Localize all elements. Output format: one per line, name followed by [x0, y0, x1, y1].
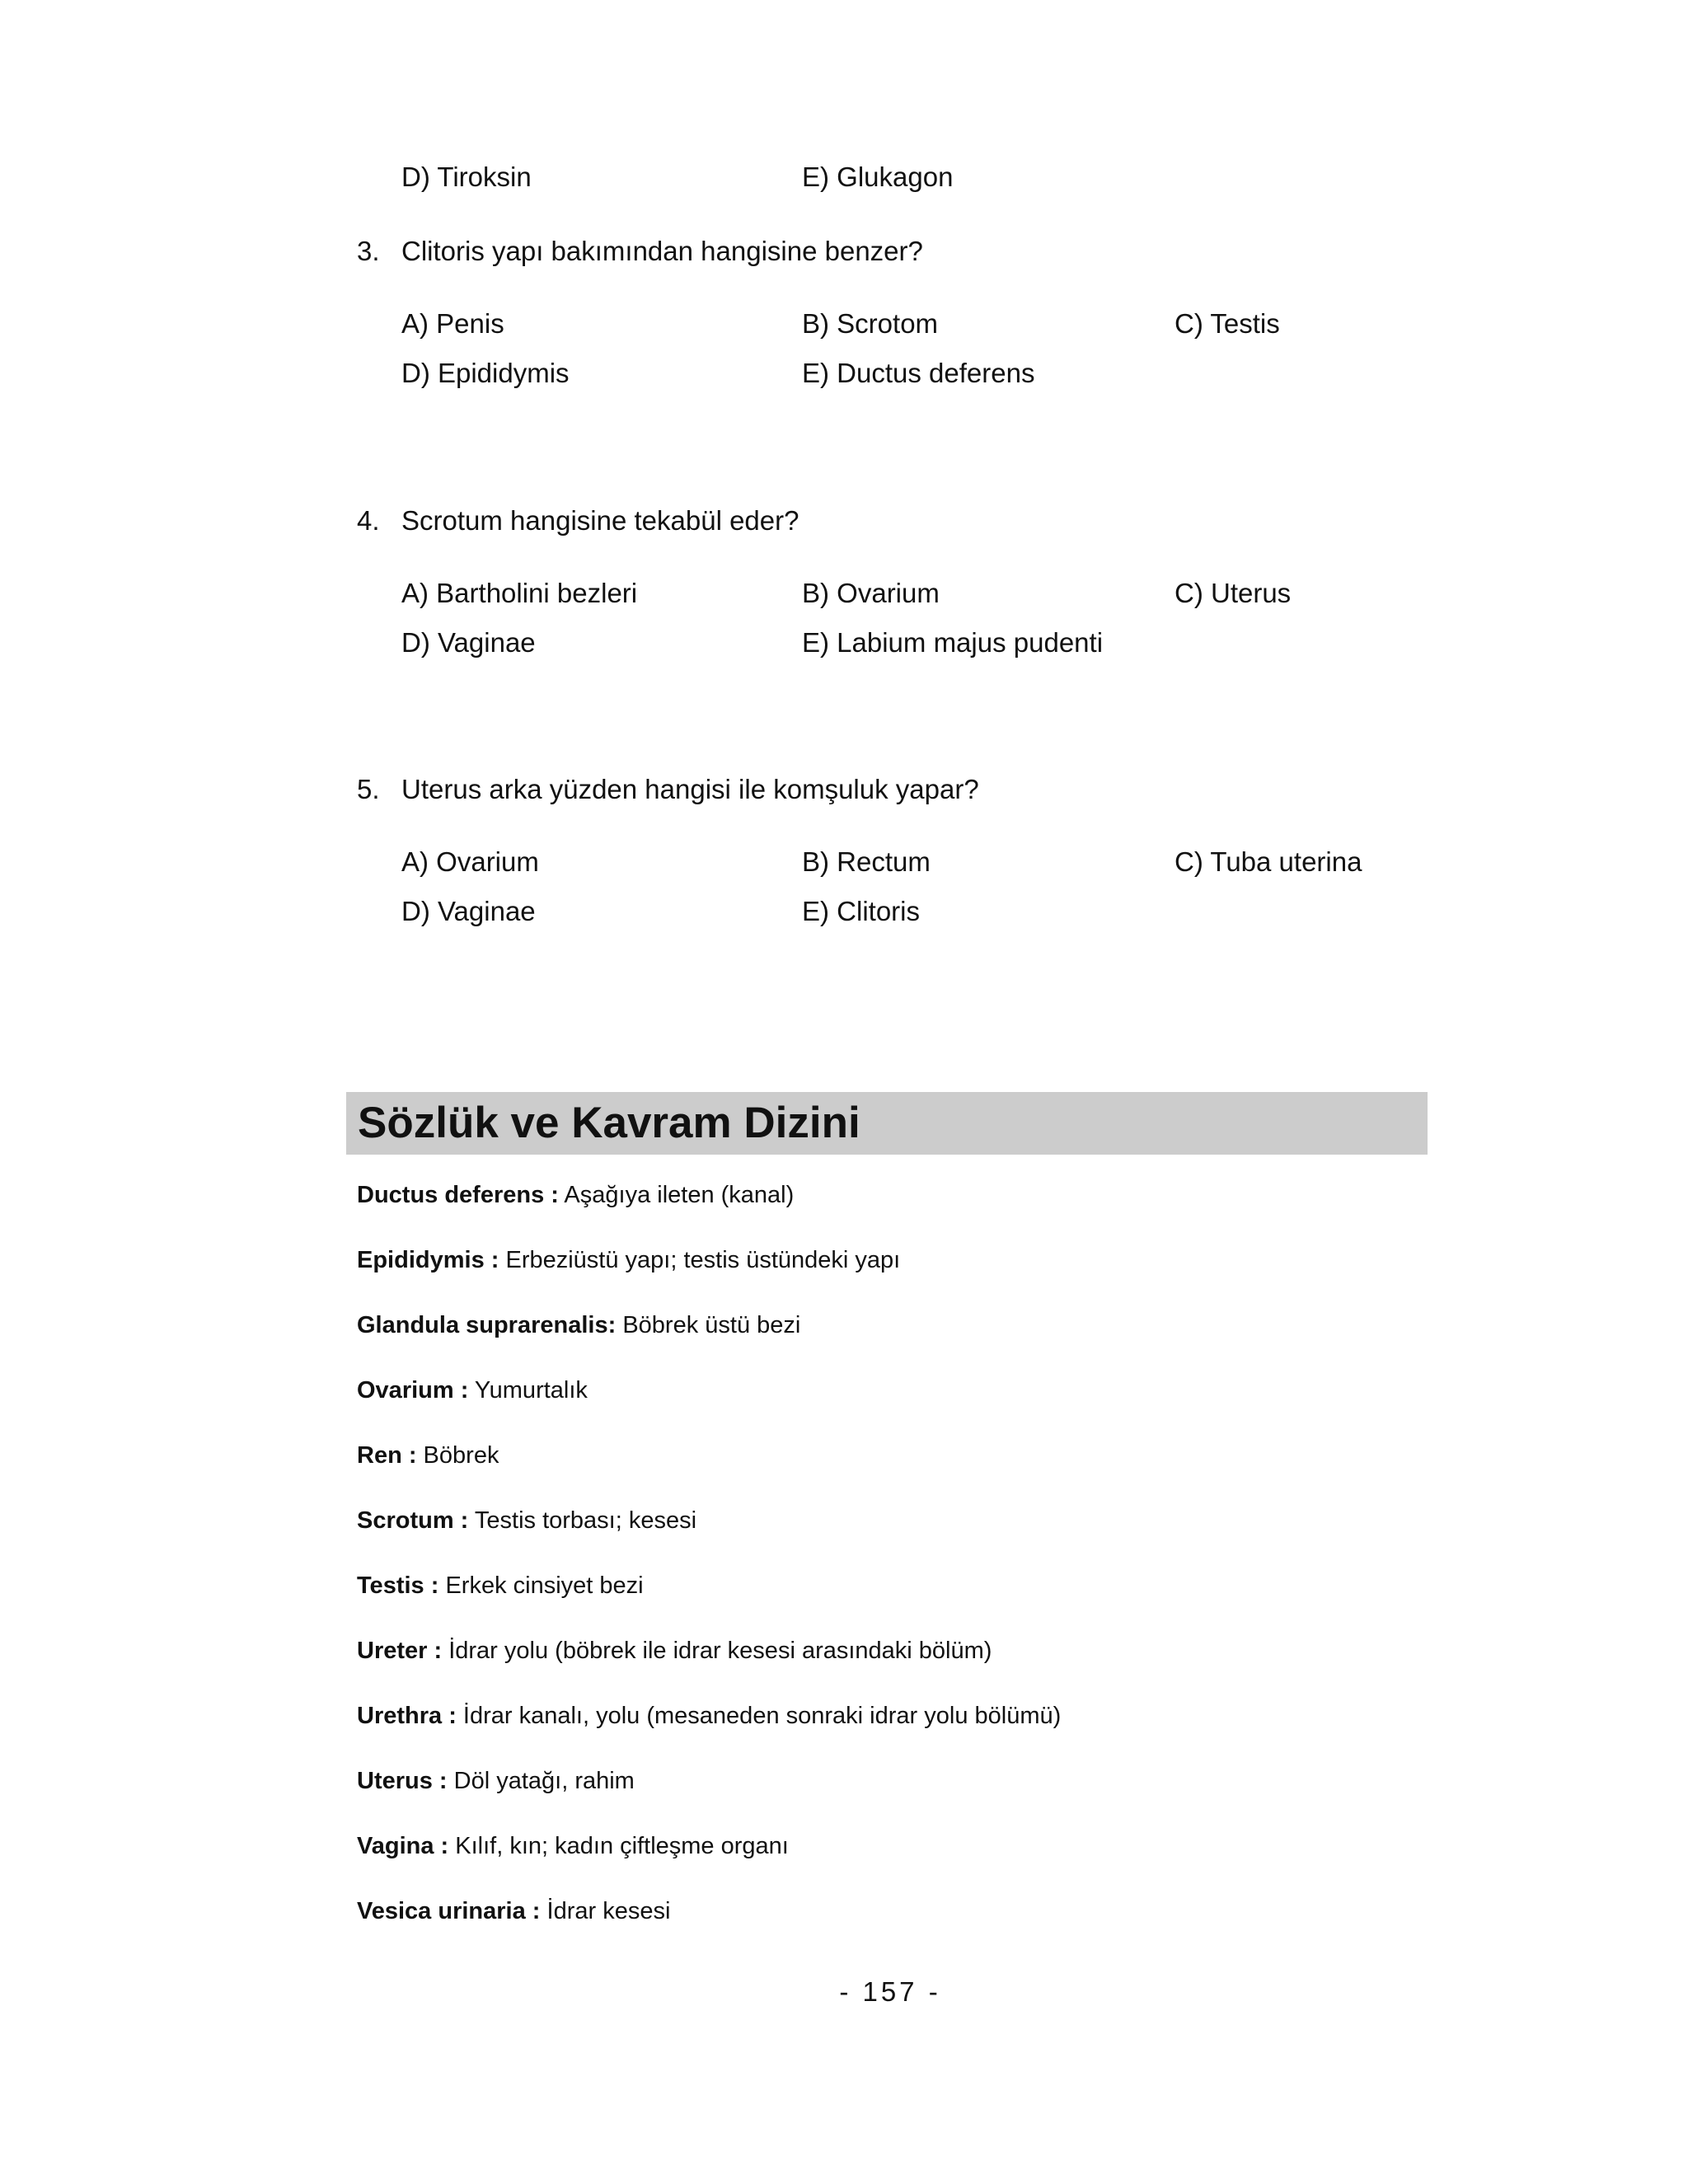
q4-option-c: C) Uterus — [1175, 578, 1292, 608]
glossary-entry — [357, 1568, 644, 1604]
glossary-term: Vagina : — [357, 1833, 449, 1859]
glossary-entry — [357, 1372, 588, 1408]
glossary-entry — [357, 1502, 696, 1539]
glossary-heading-bar — [346, 1092, 1428, 1155]
question-text: Clitoris yapı bakımından hangisine benzer? — [401, 236, 923, 266]
question-5 — [357, 769, 979, 810]
glossary-definition: Aşağıya ileten (kanal) — [558, 1182, 795, 1208]
glossary-entry — [357, 1633, 992, 1669]
glossary-definition: Kılıf, kın; kadın çiftleşme organı — [448, 1833, 789, 1859]
q3-option-a: A) Penis — [401, 308, 504, 339]
q2-option-e: E) Glukagon — [802, 162, 954, 192]
glossary-term: Ureter : — [357, 1638, 443, 1664]
q5-option-b: B) Rectum — [802, 846, 931, 877]
glossary-term: Ren : — [357, 1442, 417, 1469]
question-number: 3. — [357, 236, 380, 266]
glossary-term: Urethra : — [357, 1703, 457, 1729]
glossary-term: Ductus deferens : — [357, 1182, 559, 1208]
q3-option-c: C) Testis — [1175, 308, 1280, 339]
glossary-entry — [357, 1828, 789, 1864]
question-number: 4. — [357, 505, 380, 536]
question-number: 5. — [357, 774, 380, 804]
glossary-term: Scrotum : — [357, 1507, 469, 1534]
q3-option-b: B) Scrotom — [802, 308, 939, 339]
q3-option-d: D) Epididymis — [401, 358, 570, 388]
glossary-title: Sözlük ve Kavram Dizini — [358, 1099, 860, 1147]
q3-option-e: E) Ductus deferens — [802, 358, 1035, 388]
glossary-definition: Böbrek — [416, 1442, 499, 1469]
glossary-definition: Böbrek üstü bezi — [616, 1312, 801, 1338]
glossary-entry — [357, 1763, 635, 1799]
glossary-definition: Döl yatağı, rahim — [447, 1768, 635, 1794]
page-number: - 157 - — [839, 1976, 941, 2007]
q5-option-a: A) Ovarium — [401, 846, 539, 877]
glossary-entry — [357, 1437, 499, 1474]
glossary-term: Glandula suprarenalis: — [357, 1312, 617, 1338]
q4-option-b: B) Ovarium — [802, 578, 940, 608]
glossary-definition: Yumurtalık — [468, 1377, 588, 1404]
q5-option-c: C) Tuba uterina — [1175, 846, 1362, 877]
q2-option-d: D) Tiroksin — [401, 162, 532, 192]
q4-option-a: A) Bartholini bezleri — [401, 578, 638, 608]
q5-option-d: D) Vaginae — [401, 896, 536, 926]
glossary-entry — [357, 1307, 800, 1343]
question-text: Scrotum hangisine tekabül eder? — [401, 505, 799, 536]
question-text: Uterus arka yüzden hangisi ile komşuluk yapar? — [401, 774, 979, 804]
glossary-definition: İdrar kesesi — [540, 1898, 671, 1924]
glossary-term: Ovarium : — [357, 1377, 469, 1404]
q5-option-e: E) Clitoris — [802, 896, 921, 926]
glossary-definition: İdrar yolu (böbrek ile idrar kesesi arasındaki bölüm) — [442, 1638, 992, 1664]
glossary-entry — [357, 1698, 1061, 1734]
question-3 — [357, 231, 923, 272]
glossary-definition: Erkek cinsiyet bezi — [438, 1572, 644, 1599]
glossary-entry — [357, 1242, 900, 1278]
glossary-term: Uterus : — [357, 1768, 448, 1794]
glossary-term: Vesica urinaria : — [357, 1898, 541, 1924]
glossary-definition: Erbeziüstü yapı; testis üstündeki yapı — [499, 1247, 901, 1273]
glossary-entry — [357, 1893, 670, 1929]
question-4 — [357, 500, 799, 541]
q4-option-e: E) Labium majus pudenti — [802, 627, 1104, 658]
glossary-term: Epididymis : — [357, 1247, 499, 1273]
glossary-term: Testis : — [357, 1572, 439, 1599]
glossary-definition: İdrar kanalı, yolu (mesaneden sonraki idrar yolu bölümü) — [456, 1703, 1062, 1729]
glossary-entry — [357, 1177, 794, 1213]
q4-option-d: D) Vaginae — [401, 627, 536, 658]
glossary-definition: Testis torbası; kesesi — [468, 1507, 697, 1534]
